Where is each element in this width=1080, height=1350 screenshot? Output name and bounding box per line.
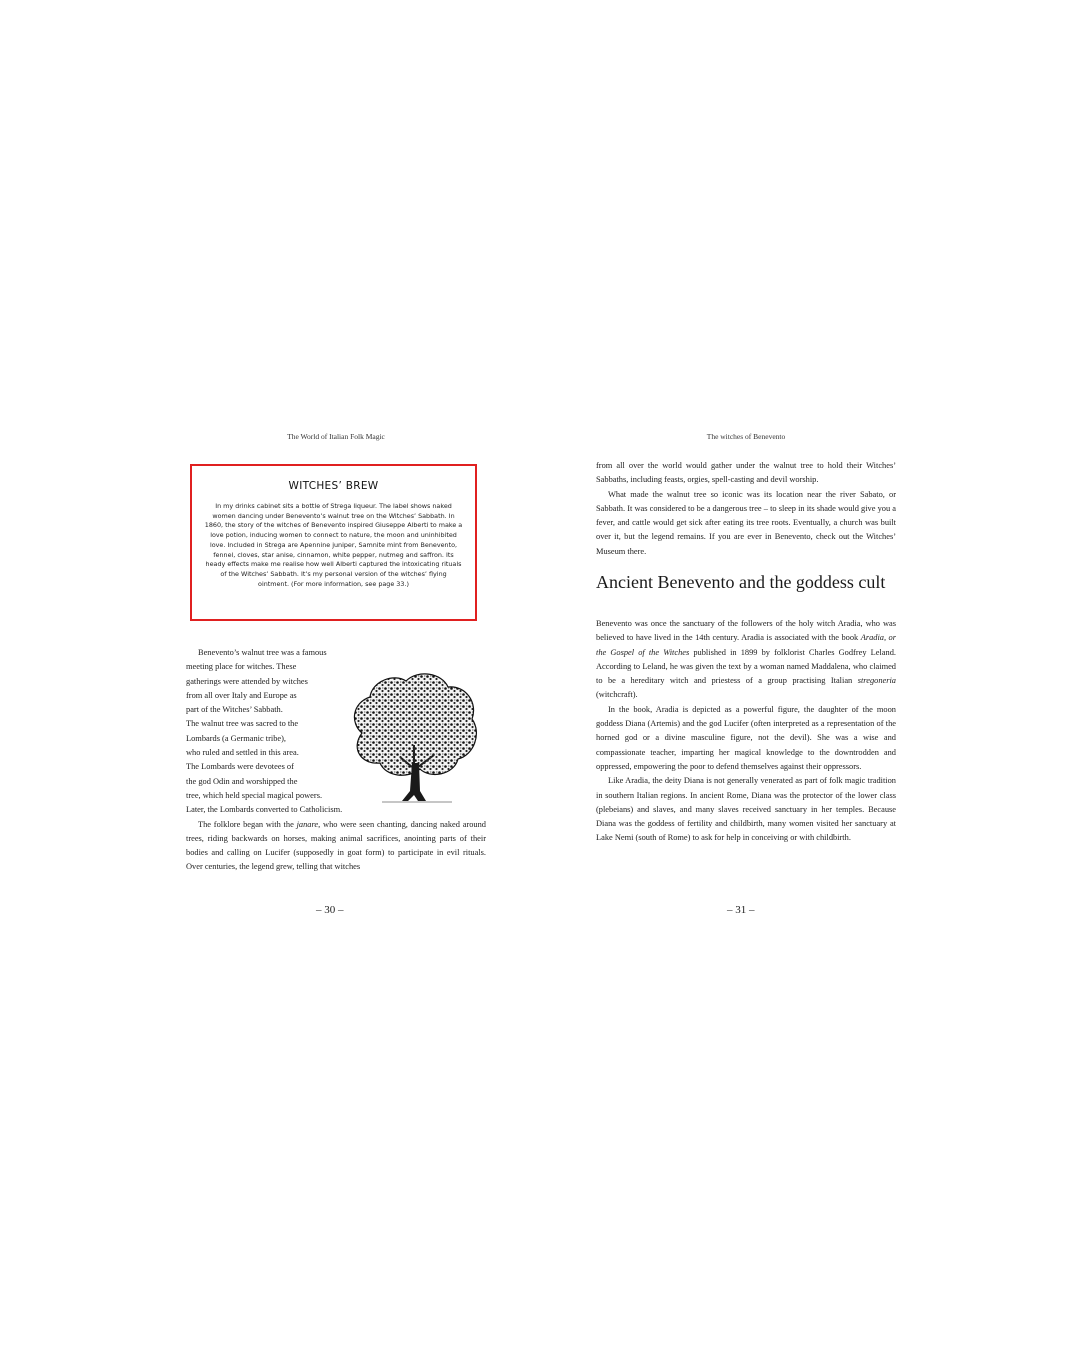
diana-paragraph: Like Aradia, the deity Diana is not generally venerated as part of folk magic tradition in southern Italian regions. In ancient Rome, Diana was the protector of the lower class (plebeians) and slaves, and many slaves received sanctuary in her temples. Because Diana was the goddess of fertility and childbirth, many women visited her sanctuary at Lake Nemi (south of Rome) to ask for help in conceiving or with childbirth. xyxy=(596,776,896,843)
folklore-paragraph xyxy=(186,818,486,875)
right-body-top xyxy=(596,459,896,559)
text-run: The folklore began with the xyxy=(198,819,297,829)
walnut-tree-illustration xyxy=(342,663,484,811)
narrow-line: The walnut tree was sacred to the xyxy=(186,719,299,729)
witches-brew-sidebar xyxy=(190,464,477,621)
continued-paragraph: from all over the world would gather under the walnut tree to hold their Witches’ Sabbaths, including feasts, orgies, spell-casting and devil worship. xyxy=(596,461,896,485)
narrow-line: gatherings were attended by witches xyxy=(186,676,308,686)
narrow-line: from all over Italy and Europe as xyxy=(186,690,297,700)
narrow-line: the god Odin and worshipped the xyxy=(186,776,298,786)
section-heading: Ancient Benevento and the goddess cult xyxy=(596,572,886,592)
paragraph-end-line: Later, the Lombards converted to Catholicism. xyxy=(186,805,343,815)
right-running-head: The witches of Benevento xyxy=(706,432,786,441)
left-running-head: The World of Italian Folk Magic xyxy=(287,432,385,441)
page-number-right: – 31 – xyxy=(727,904,755,916)
narrow-line: Benevento’s walnut tree was a famous xyxy=(198,648,327,657)
sidebar-title: WITCHES’ BREW xyxy=(288,480,379,492)
aradia-paragraph xyxy=(596,617,896,703)
italic-term: stregoneria xyxy=(857,676,896,686)
narrow-line: meeting place for witches. These xyxy=(186,662,297,672)
text-run: published in 1899 by folklorist Charles Godfrey Leland. According to Leland, he was given the text by a woman named Maddalena, who claimed to be a hereditary witch and priestess of a group practising Italian xyxy=(596,647,896,686)
narrow-line: part of the Witches’ Sabbath. xyxy=(186,705,283,715)
narrow-line: tree, which held special magical powers. xyxy=(186,790,323,800)
book-description-paragraph: In the book, Aradia is depicted as a powerful figure, the daughter of the moon goddess Diana (Artemis) and the god Lucifer (often interpreted as a representation of the horned god or a divine masculine figure, not the devil). She was a wise and compassionate teacher, imparting her magical knowledge to the downtrodden and oppressed, empowering the poor to defend themselves against their oppressors. xyxy=(596,704,896,771)
narrow-line: The Lombards were devotees of xyxy=(186,762,294,772)
text-run: Benevento was once the sanctuary of the followers of the holy witch Aradia, who was believed to have lived in the 14th century. Aradia is associated with the book xyxy=(596,619,896,643)
narrow-line: Lombards (a Germanic tribe), xyxy=(186,733,286,743)
sidebar-text: In my drinks cabinet sits a bottle of Strega liqueur. The label shows naked women dancing under Benevento’s walnut tree on the Witches’ Sabbath. In 1860, the story of the witches of Benevento inspired Giuseppe Alberti to make a love potion, inducing women to connect to nature, the moon and uninhibited love. Included in Strega are Apennine juniper, Samnite mint from Benevento, fennel, cloves, star anise, cinnamon, white pepper, nutmeg and saffron. Its heady effects make me realise how well Alberti captured the intoxicating rituals of the Witches’ Sabbath. It’s my personal version of the witches’ flying ointment. (For more information, see page 33.) xyxy=(204,502,463,588)
right-body-bottom xyxy=(596,617,896,846)
page-number-left: – 30 – xyxy=(316,904,344,916)
text-run: (witchcraft). xyxy=(596,690,638,700)
text-run: , who were seen chanting, dancing naked around trees, riding backwards on horses, making animal sacrifices, anointing parts of their bodies and calling on Lucifer (supposedly in goat form) to participate in evil rituals. Over centuries, the legend grew, telling that witches xyxy=(186,819,486,872)
walnut-location-paragraph: What made the walnut tree so iconic was its location near the river Sabato, or Sabbath. It was considered to be a dangerous tree – to sleep in its shade would give you a fever, and cattle would get sick after eating its tree roots. Eventually, a church was built over it, but the legend remains. If you are ever in Benevento, check out the Witches’ Museum there. xyxy=(596,489,896,556)
narrow-line: who ruled and settled in this area. xyxy=(186,748,299,758)
italic-term: janare xyxy=(296,819,319,829)
tree-icon xyxy=(342,663,484,811)
book-title: Aradia, or the Gospel of the Witches xyxy=(596,633,896,657)
